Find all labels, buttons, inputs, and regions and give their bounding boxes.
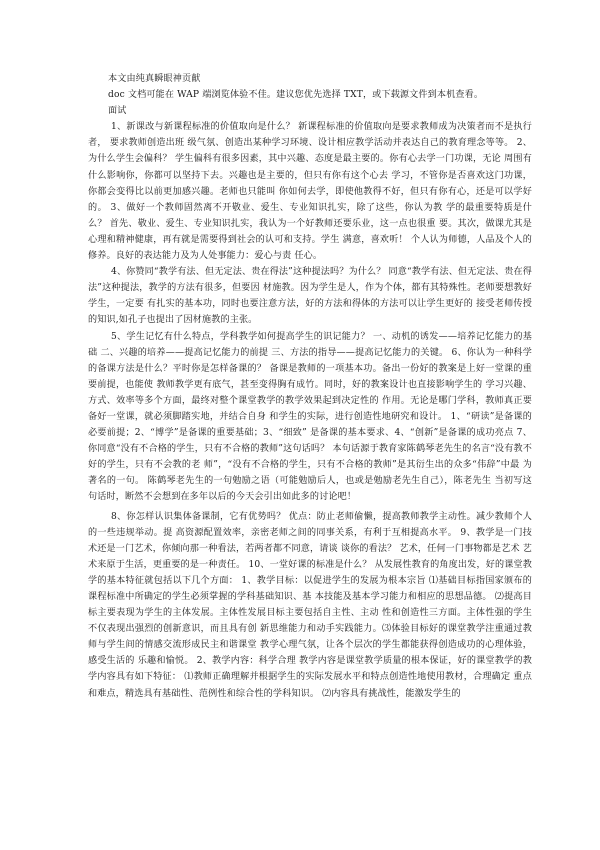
document-title: 面试 [108,106,127,117]
format-notice-line: doc 文档可能在 WAP 端浏览体验不佳。建议您优先选择 TXT，或下载源文件到本机查看。 [108,90,484,101]
paragraph-q1-q3: 1、新课改与新课程标准的价值取向是什么？ 新课程标准的价值取向是要求教师成为决策者而不是执行者， 要求教师创造出班 级气氛、创造出某种学习环境、设计相应教学活动并表达自己的教育理念等等。 2、为什么学生会偏科？ 学生偏科有很多因素，其中兴趣、态度是最主要的。你有心去学一门功课，无论 周围有什么影响你，你都可以坚持下去。兴趣也是主要的，但只有你有这个心去 学习，不管你是否喜欢这门功课，你都会变得比以前更加感兴趣。老师也只能叫 你如何去学，即使他教得不好，但只有你有心，还是可以学好的。 3、做好一个教师固然离不开敬业、爱生、专业知识扎实，除了这些，你认为教 学的最重要特质是什么？ 首先、敬业、爱生、专业知识扎实，我认为一个好教师还要乐业，这一点也很重 要。其次，做课尤其是心理和精神健康，再有就是需要得到社会的认可和支持。学生 满意，喜欢听！ 个人认为师德，人品及个人的修养。良好的表达能力及为人处事能力：爱心与责 任心。 [88,122,532,262]
paragraph-q8-q10: 8、你怎样认识集体备课制，它有优势吗？ 优点：防止老师偷懒，提高教师教学主动性。减少教师个人的一些违规举动。提 高资源配置效率，亲密老师之间的同事关系，有利于互相提高水平。 9、教学是一门技术还是一门艺术，你倾向那一种看法，若两者都不同意，请谈 谈你的看法？ 艺术，任何一门事物都是艺术 艺术来原于生活，更重要的是一种责任。 10、一堂好课的标准是什么？ 从发展性教育的角度出发，好的课堂教学的基本特征就包括以下几个方面： 1、教学目标：以促进学生的发展为根本宗旨 ⑴基础目标指国家颁布的课程标准中所确定的学生必须掌握的学科基础知识、基 本技能及基本学习能力和相应的思想品德。 ⑵提高目标主要表现为学生的主体发展。主体性发展目标主要包括自主性、主动 性和创造性三方面。主体性强的学生不仅表现出强烈的创新意识，而且具有创 新思维能力和动手实践能力。⑶体验目标好的课堂教学注重通过教师与学生间的情感交流形成民主和谐课堂 教学心理气氛，让各个层次的学生都能获得创造成功的心理体验，感受生活的 乐趣和愉悦。 2、教学内容：科学合理 教学内容是课堂教学质量的根本保证，好的课堂教学的教学内容具有如下特征： ⑴教师正确理解并根据学生的实际发展水平和特点创造性地使用教材，合理确定 重点和难点，精选具有基础性、范例性和综合性的学科知识。 ⑵内容具有挑战性，能激发学生的 [88,511,532,699]
document-page [88,71,532,702]
source-credit-line: 本文由纯真瞬眼神贡献 [108,74,201,84]
paragraph-q5-q7: 5、学生记忆有什么特点，学科教学如何提高学生的识记能力？ 一、动机的诱发——培养记忆能力的基础 二、兴趣的培养——提高记忆能力的前提 三、方法的指导——提高记忆能力的关键。 6、你认为一种科学的备课方法是什么？平时你是怎样备课的？ 备课是教师的一项基本功。备出一份好的教案是上好一堂课的重要前提，也能使 教师教学更有底气，甚至变得胸有成竹。同时，好的教案设计也直接影响学生的 学习兴趣、方式、效率等多个方面，最终对整个课堂教学的教学效果起到决定性的 作用。无论是哪门学科，教师真正要备好一堂课，就必须脚踏实地，并结合自身 和学生的实际，进行创造性地研究和设计。 1、“研读”是备课的必要前提；2、“博学”是备课的重要基础；3、“细致” 是备课的基本要求、4、“创新”是备课的成功亮点 7、你同意“没有不合格的学生，只有不合格的教师”这句话吗？ 本句话源于教育家陈鹤琴老先生的名言“没有教不好的学生，只有不会教的老 师”，“没有不合格的学生，只有不合格的教师”是其衍生出的众多“伟辞”中最 为著名的一句。 陈鹤琴老先生的一句勉励之语（可能勉励后人，也或是勉励老先生自己），陈老先生 当初写这句话时，断然不会想到在多年以后的今天会引出如此多的讨论吧！ [88,331,532,503]
paragraph-q4: 4、你赞同“教学有法、但无定法、贵在得法”这种提法吗？为什么？ 同意“教学有法、但无定法、贵在得法”这种提法，教学的方法有很多，但要因 材施教。因为学生是人，作为个体，都有其特殊性。老师要想教好学生，一定要 有扎实的基本功，同时也要注意方法，好的方法和得体的方法可以让学生更好的 接受老师传授的知识,如孔子也提出了因材施教的主张。 [88,267,532,326]
